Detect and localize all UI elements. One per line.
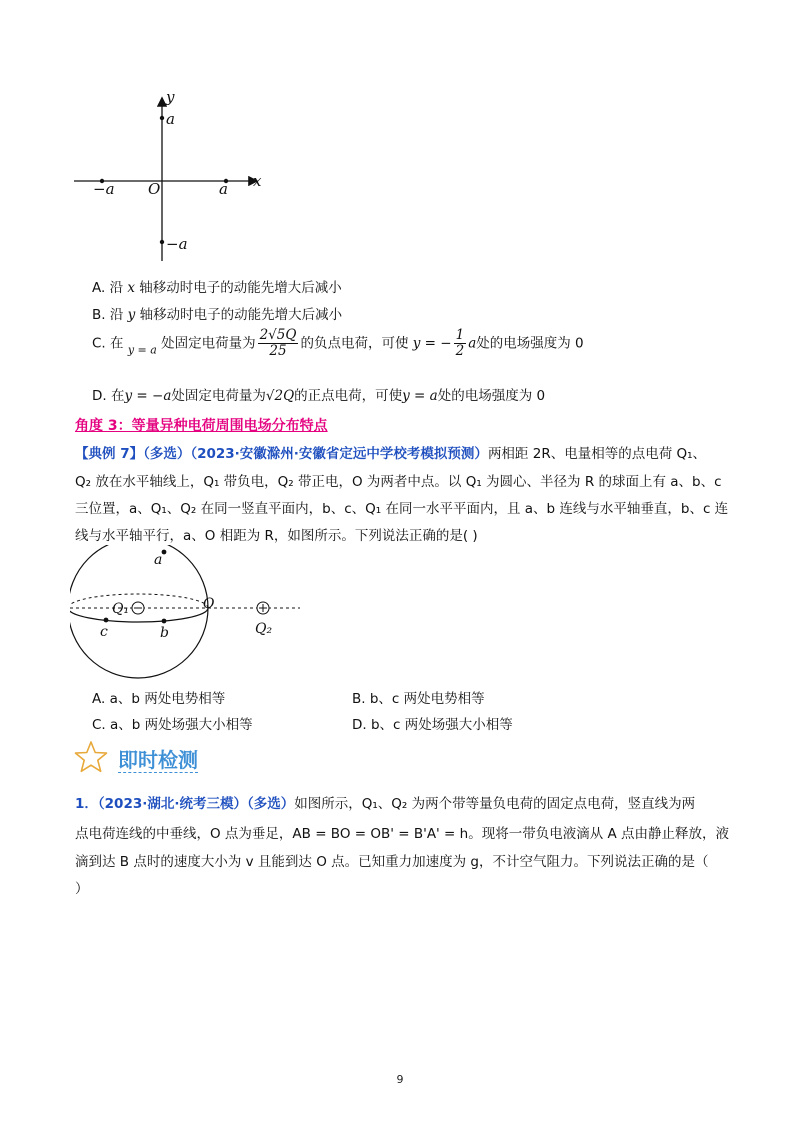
option-c (92, 328, 800, 359)
option-equation: y = a (402, 388, 438, 404)
option-equation: y = −a (124, 388, 172, 404)
option-letter: B. (352, 691, 366, 707)
ex7-option-c (92, 713, 253, 733)
question-number: 1． (75, 796, 98, 812)
option-text: 轴移动时电子的动能先增大后减小 (135, 307, 343, 323)
option-b (92, 303, 800, 323)
ex7-option-b (352, 687, 485, 707)
label-bottom-a: −a (166, 235, 188, 253)
option-equation: a (468, 335, 477, 352)
option-text: 处固定电荷量为 (171, 388, 266, 404)
option-text: a、b 两处场强大小相等 (110, 717, 253, 733)
option-equation: √2Q (265, 388, 295, 404)
ex7-option-d (352, 713, 513, 733)
label-top-a: a (166, 110, 175, 128)
option-equation: y = − (412, 335, 452, 352)
option-text: 在 (110, 335, 124, 352)
label-q2: Q₂ (255, 621, 273, 637)
option-a (92, 276, 800, 296)
option-text: 在 (110, 388, 125, 404)
point-bottom (160, 240, 164, 244)
label-c: c (100, 624, 108, 640)
option-text: 处的电场强度为 0 (476, 335, 584, 352)
point-b (162, 619, 167, 624)
star-icon (74, 740, 108, 774)
option-letter: D. (92, 388, 107, 404)
option-text: 沿 (109, 307, 128, 323)
option-var: x (127, 280, 136, 296)
question-text: 如图所示，Q₁、Q₂ 为两个带等量负电荷的固定点电荷，竖直线为两 (294, 796, 696, 812)
sphere-figure (70, 545, 310, 685)
label-left-a: −a (93, 180, 115, 198)
option-letter: A. (92, 280, 106, 296)
label-a: a (154, 552, 163, 568)
option-text: a、b 两处电势相等 (109, 691, 226, 707)
option-text: b、c 两处电势相等 (369, 691, 485, 707)
question-text: 两相距 2R、电量相等的点电荷 Q₁、 (487, 446, 707, 462)
source-tag: （2023·安徽滁州·安徽省定远中学校考模拟预测） (190, 446, 488, 462)
check-q1-line1 (75, 792, 800, 812)
check-q1-line4: ） (75, 881, 89, 897)
option-letter: C. (92, 717, 106, 733)
example7-line3: 三位置，a、Q₁、Q₂ 在同一竖直平面内，b、c、Q₁ 在同一水平平面内，且 a、b 连线与水平轴垂直，b、c 连 (75, 501, 729, 517)
page-number: 9 (396, 1073, 404, 1086)
option-text: 沿 (109, 280, 128, 296)
example7-line2: Q₂ 放在水平轴线上，Q₁ 带负电，Q₂ 带正电，O 为两者中点。以 Q₁ 为圆心、半径为 R 的球面上有 a、b、c (75, 474, 722, 490)
example-tag: 【典例 7】 (75, 446, 144, 462)
option-var: y (127, 307, 136, 323)
multi-select-tag: （多选） (143, 446, 191, 462)
label-o: O (203, 596, 215, 612)
badge-underline (118, 772, 198, 773)
option-letter: D. (352, 717, 367, 733)
option-letter: C. (92, 335, 106, 352)
option-text: 处的电场强度为 0 (437, 388, 546, 404)
example7-line4: 线与水平轴平行，a、O 相距为 R，如图所示。下列说法正确的是( ) (75, 528, 478, 544)
source-tag: （2023·湖北·统考三模） (97, 796, 247, 812)
section-title: 角度 3：等量异种电荷周围电场分布特点 (75, 418, 328, 434)
option-d (92, 384, 800, 404)
y-axis-label: y (166, 88, 175, 106)
check-q1-line3: 滴到达 B 点时的速度大小为 v 且能到达 O 点。已知重力加速度为 g，不计空气阻力。下列说法正确的是（ (75, 854, 709, 870)
point-c (104, 618, 109, 623)
option-equation: y = a (127, 343, 157, 357)
option-text: 处固定电荷量为 (161, 335, 256, 352)
label-b: b (160, 625, 169, 641)
option-letter: A. (92, 691, 106, 707)
option-text: b、c 两处场强大小相等 (370, 717, 513, 733)
x-axis-label: x (253, 172, 262, 190)
label-right-a: a (219, 180, 228, 198)
check-q1-line2: 点电荷连线的中垂线，O 点为垂足，AB = BO = OB' = B'A' = h。现将一带负电液滴从 A 点由静止释放，液 (75, 826, 730, 842)
point-top (160, 116, 164, 120)
example7-line1 (75, 442, 800, 462)
charge-fraction: $\frac{2√5Q}{25}$ (259, 327, 297, 359)
multi-select-tag: （多选） (247, 796, 295, 812)
option-text: 轴移动时电子的动能先增大后减小 (135, 280, 342, 296)
option-letter: B. (92, 307, 106, 323)
origin-label: O (148, 180, 161, 198)
instant-check-badge (74, 738, 204, 778)
badge-label: 即时检测 (118, 748, 198, 772)
ex7-option-a (92, 687, 225, 707)
option-text: 的负点电荷，可使 (300, 335, 409, 352)
label-q1: Q₁ (112, 601, 130, 617)
option-text: 的正点电荷，可使 (294, 388, 403, 404)
half-fraction: $\frac{1}{2}$ (455, 327, 465, 359)
